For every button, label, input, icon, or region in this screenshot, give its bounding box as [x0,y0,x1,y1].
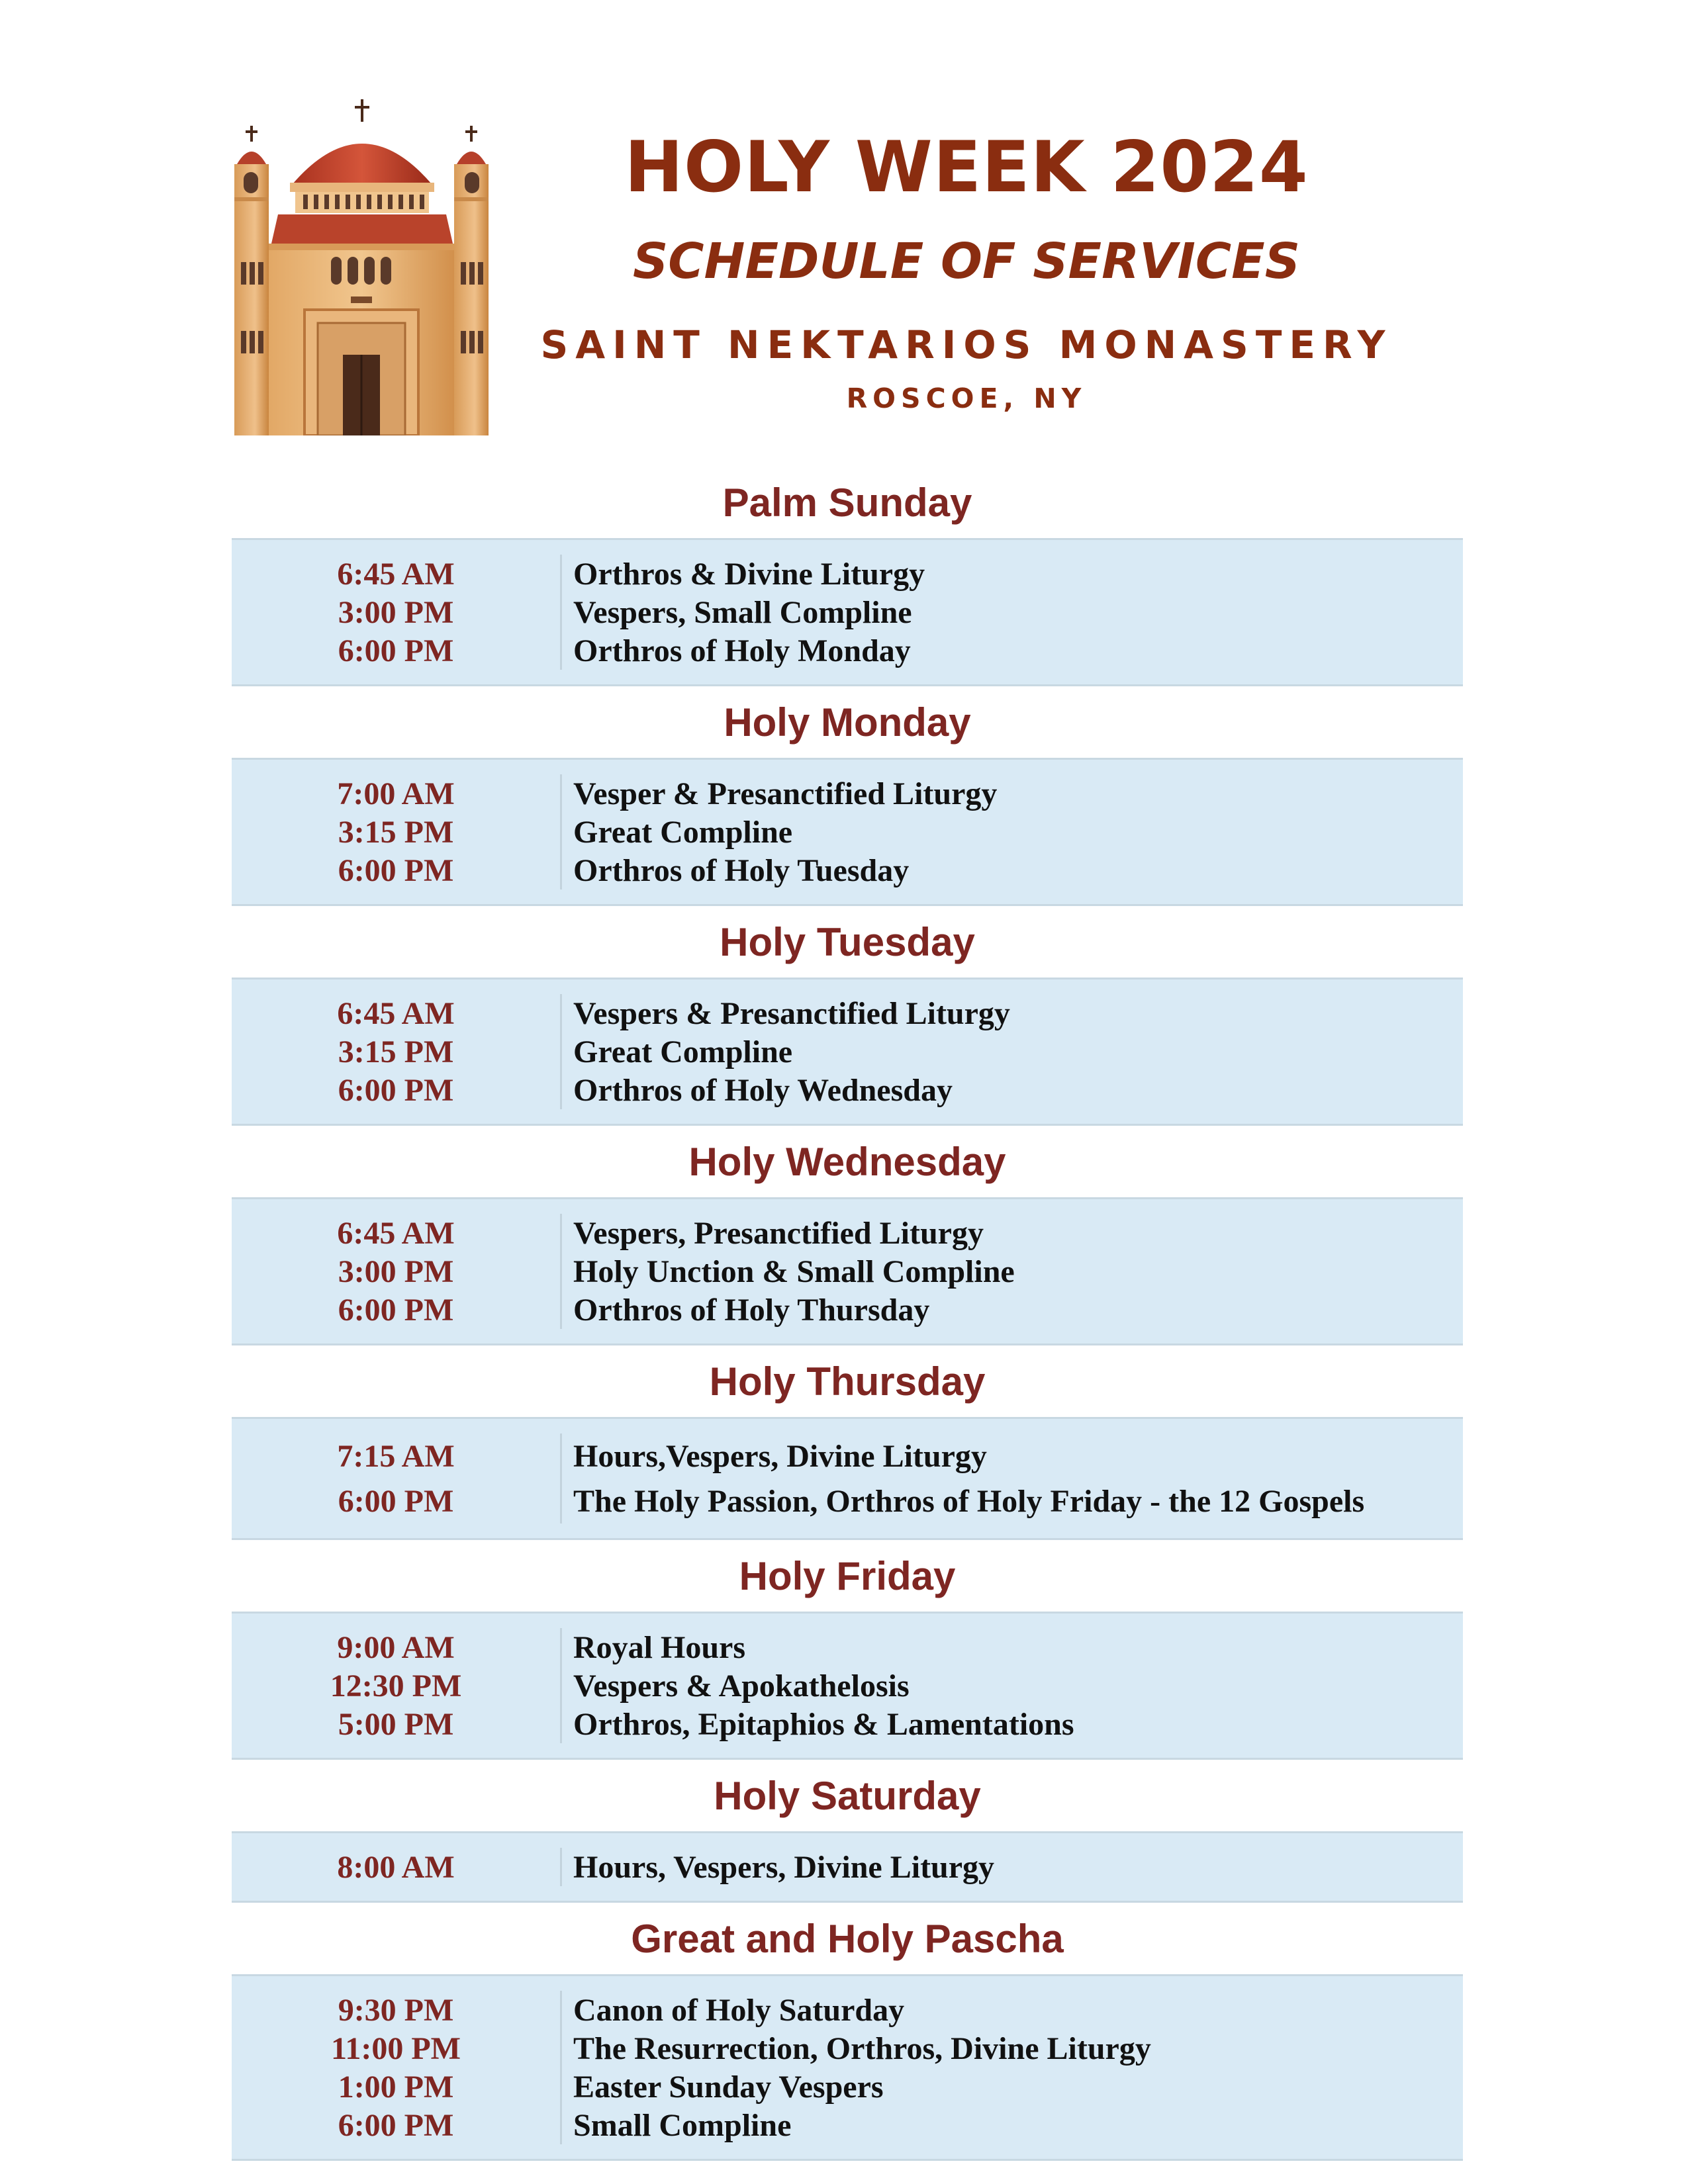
service-time: 6:00 PM [338,1292,454,1328]
day-heading: Holy Tuesday [720,919,975,964]
page-subtitle: SCHEDULE OF SERVICES [632,233,1301,290]
service-time: 8:00 AM [337,1849,455,1885]
service-time: 6:00 PM [338,852,454,888]
header [503,126,1430,414]
day-schedule-table [232,538,1463,686]
services-column [562,1628,1463,1743]
service-name: Orthros of Holy Wednesday [573,1072,953,1108]
day-schedule-table [232,1417,1463,1540]
service-name: Orthros of Holy Thursday [573,1292,930,1328]
day-schedule-table [232,1612,1463,1760]
services-column [562,555,1463,670]
service-name: Great Compline [573,814,793,850]
day-heading: Great and Holy Pascha [631,1916,1064,1961]
service-name: Vespers & Apokathelosis [573,1668,910,1704]
times-column [232,1214,562,1329]
service-time: 1:00 PM [338,2069,454,2105]
service-name: Holy Unction & Small Compline [573,1253,1015,1289]
service-time: 6:45 AM [337,995,455,1031]
services-column [562,774,1463,889]
times-column [232,1991,562,2144]
service-name: Orthros of Holy Monday [573,633,911,668]
service-time: 6:00 PM [338,1072,454,1108]
day-heading: Holy Saturday [714,1773,981,1818]
service-name: The Resurrection, Orthros, Divine Liturgy [573,2030,1151,2066]
times-column [232,1848,562,1886]
service-time: 6:45 AM [337,1215,455,1251]
services-column [562,1433,1463,1524]
service-name: Great Compline [573,1034,793,1069]
service-time: 6:00 PM [338,633,454,668]
day-schedule-table [232,978,1463,1126]
times-column [232,994,562,1109]
service-name: Orthros, Epitaphios & Lamentations [573,1706,1074,1742]
service-name: Vespers, Presanctified Liturgy [573,1215,984,1251]
services-column [562,1848,1463,1886]
service-name: Orthros & Divine Liturgy [573,556,925,592]
times-column [232,1433,562,1524]
service-time: 5:00 PM [338,1706,454,1742]
day-heading: Holy Friday [739,1553,956,1598]
organization-location: ROSCOE, NY [846,383,1087,414]
day-heading: Holy Wednesday [688,1139,1006,1184]
service-name: Hours,Vespers, Divine Liturgy [573,1438,987,1474]
times-column [232,555,562,670]
service-time: 12:30 PM [330,1668,462,1704]
service-time: 3:00 PM [338,1253,454,1289]
organization-name: SAINT NEKTARIOS MONASTERY [540,322,1393,367]
services-column [562,994,1463,1109]
service-time: 7:00 AM [337,776,455,811]
service-name: Orthros of Holy Tuesday [573,852,910,888]
service-time: 3:00 PM [338,594,454,630]
church-icon [232,98,493,435]
service-name: Vesper & Presanctified Liturgy [573,776,998,811]
day-heading: Holy Monday [724,700,971,745]
services-column [562,1991,1463,2144]
schedule [232,467,1463,2161]
times-column [232,1628,562,1743]
day-heading: Holy Thursday [709,1359,986,1404]
service-time: 7:15 AM [337,1438,455,1474]
day-schedule-table [232,1197,1463,1345]
service-time: 3:15 PM [338,1034,454,1069]
service-time: 9:30 PM [338,1992,454,2028]
service-time: 6:45 AM [337,556,455,592]
service-name: Canon of Holy Saturday [573,1992,905,2028]
service-name: Royal Hours [573,1629,746,1665]
service-time: 3:15 PM [338,814,454,850]
services-column [562,1214,1463,1329]
day-heading: Palm Sunday [722,480,972,525]
day-schedule-table [232,1974,1463,2161]
service-name: Vespers & Presanctified Liturgy [573,995,1010,1031]
page-title: HOLY WEEK 2024 [624,126,1309,208]
service-name: Hours, Vespers, Divine Liturgy [573,1849,995,1885]
service-name: Small Compline [573,2107,792,2143]
service-name: Easter Sunday Vespers [573,2069,884,2105]
day-schedule-table [232,1831,1463,1903]
service-time: 9:00 AM [337,1629,455,1665]
service-name: Vespers, Small Compline [573,594,912,630]
service-time: 6:00 PM [338,1483,454,1519]
day-schedule-table [232,758,1463,906]
service-time: 11:00 PM [331,2030,461,2066]
service-time: 6:00 PM [338,2107,454,2143]
times-column [232,774,562,889]
service-name: The Holy Passion, Orthros of Holy Friday - the 12 Gospels [573,1483,1365,1519]
